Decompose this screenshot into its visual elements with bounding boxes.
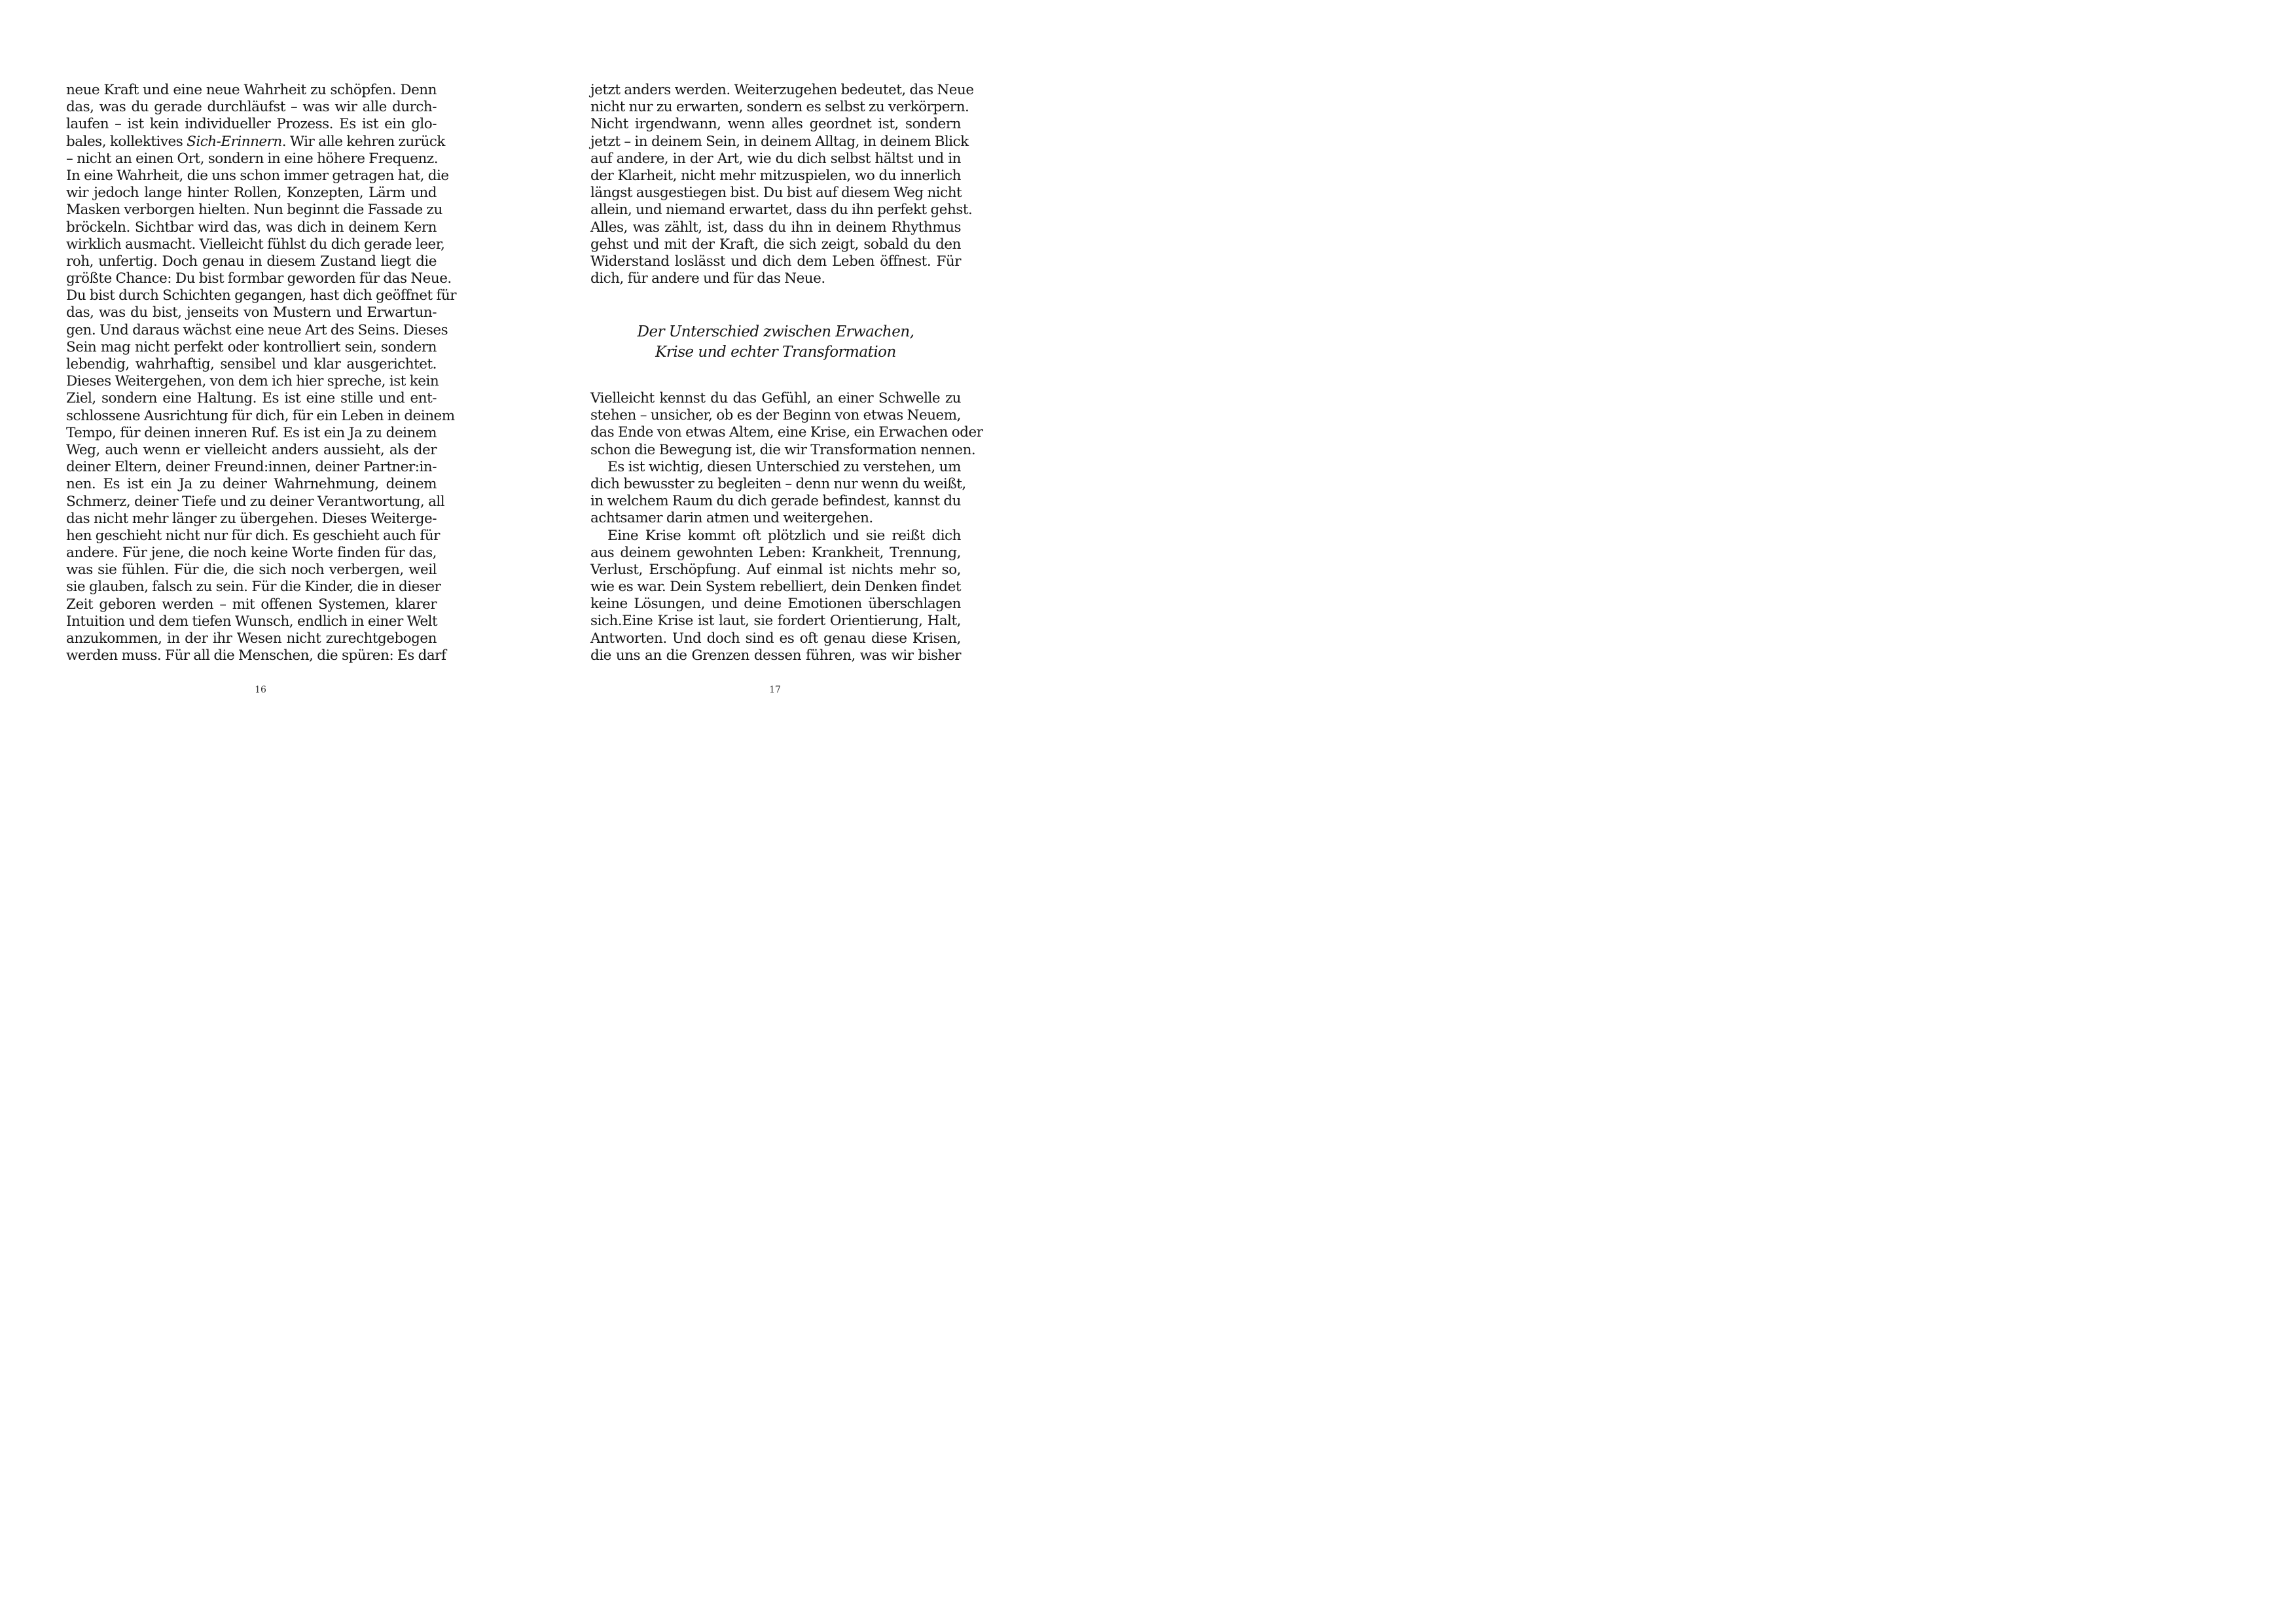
text-line: sich.Eine Krise ist laut, sie fordert Orientierung, Halt, (590, 613, 961, 630)
heading-line: Der Unterschied zwischen Erwachen, (637, 323, 914, 340)
text-line: roh, unfertig. Doch genau in diesem Zustand liegt die (66, 253, 437, 270)
text-line: sie glauben, falsch zu sein. Für die Kinder, die in dieser (66, 579, 441, 596)
text-line: gehst und mit der Kraft, die sich zeigt, sobald du den (590, 236, 961, 253)
text-line: andere. Für jene, die noch keine Worte finden für das, (66, 545, 437, 562)
text-line: das, was du bist, jenseits von Mustern und Erwartun- (66, 304, 437, 321)
text-line: der Klarheit, nicht mehr mitzuspielen, wo du innerlich (590, 167, 961, 184)
text-line: das nicht mehr länger zu übergehen. Dieses Weiterge- (66, 510, 437, 527)
text-line: Ziel, sondern eine Haltung. Es ist eine stille und ent- (66, 390, 437, 407)
section-heading (590, 322, 961, 363)
text-line: in welchem Raum du dich gerade befindest, kannst du (590, 493, 961, 510)
text-line: In eine Wahrheit, die uns schon immer getragen hat, die (66, 167, 449, 184)
text-line: nen. Es ist ein Ja zu deiner Wahrnehmung, deinem (66, 476, 437, 493)
text-line: die uns an die Grenzen dessen führen, was wir bisher (590, 647, 961, 664)
page-number-right: 17 (769, 685, 781, 695)
text-segment: . Wir alle kehren zurück (281, 133, 445, 150)
left-page-body (66, 82, 457, 664)
left-page (0, 0, 513, 728)
text-line: Alles, was zählt, ist, dass du ihn in deinem Rhythmus (590, 219, 961, 236)
text-line: was sie fühlen. Für die, die sich noch verbergen, weil (66, 562, 437, 579)
italic-term: Sich-Erinnern (187, 133, 282, 150)
text-line: hen geschieht nicht nur für dich. Es geschieht auch für (66, 527, 440, 544)
text-line: Dieses Weitergehen, von dem ich hier spreche, ist kein (66, 373, 439, 390)
text-line: keine Lösungen, und deine Emotionen überschlagen (590, 596, 961, 613)
text-line: Sein mag nicht perfekt oder kontrolliert sein, sondern (66, 338, 437, 355)
text-line: schlossene Ausrichtung für dich, für ein Leben in deinem (66, 407, 455, 424)
text-line: Du bist durch Schichten gegangen, hast dich geöffnet für (66, 287, 457, 304)
text-line: neue Kraft und eine neue Wahrheit zu schöpfen. Denn (66, 82, 437, 98)
page-number-left: 16 (255, 685, 266, 695)
right-page-body-top (590, 82, 974, 287)
text-line: anzukommen, in der ihr Wesen nicht zurechtgebogen (66, 630, 437, 647)
text-line: dich bewusster zu begleiten – denn nur wenn du weißt, (590, 475, 966, 492)
right-page (513, 0, 1026, 728)
text-line: wie es war. Dein System rebelliert, dein Denken findet (590, 579, 961, 596)
text-line: dich, für andere und für das Neue. (590, 270, 825, 287)
text-line: Widerstand loslässt und dich dem Leben öffnest. Für (590, 253, 961, 270)
text-line: stehen – unsicher, ob es der Beginn von etwas Neuem, (590, 407, 961, 424)
text-line: werden muss. Für all die Menschen, die spüren: Es darf (66, 647, 446, 664)
text-line: laufen – ist kein individueller Prozess. Es ist ein glo- (66, 116, 437, 133)
text-line: jetzt – in deinem Sein, in deinem Alltag, in deinem Blick (590, 133, 969, 150)
text-line: längst ausgestiegen bist. Du bist auf diesem Weg nicht (590, 185, 962, 202)
text-line: jetzt anders werden. Weiterzugehen bedeutet, das Neue (590, 82, 974, 98)
text-line: achtsamer darin atmen und weitergehen. (590, 510, 873, 527)
text-line: Weg, auch wenn er vielleicht anders aussieht, als der (66, 441, 437, 458)
text-line: das Ende von etwas Altem, eine Krise, ein Erwachen oder (590, 424, 983, 441)
text-line: nicht nur zu erwarten, sondern es selbst zu verkörpern. (590, 99, 969, 116)
right-page-body-bottom (590, 390, 983, 664)
text-line: Vielleicht kennst du das Gefühl, an einer Schwelle zu (590, 390, 961, 406)
text-line: Verlust, Erschöpfung. Auf einmal ist nichts mehr so, (590, 561, 961, 578)
text-line: das, was du gerade durchläufst – was wir alle durch- (66, 99, 437, 116)
text-line: – nicht an einen Ort, sondern in eine höhere Frequenz. (66, 150, 439, 167)
text-line: bröckeln. Sichtbar wird das, was dich in deinem Kern (66, 219, 437, 236)
text-line: aus deinem gewohnten Leben: Krankheit, Trennung, (590, 544, 961, 561)
book-spread (0, 0, 1026, 728)
text-line: allein, und niemand erwartet, dass du ihn perfekt gehst. (590, 202, 973, 219)
text-line: Antworten. Und doch sind es oft genau diese Krisen, (590, 630, 961, 647)
text-line-with-italic (66, 133, 445, 151)
text-line: wirklich ausmacht. Vielleicht fühlst du dich gerade leer, (66, 236, 445, 253)
text-line: Es ist wichtig, diesen Unterschied zu verstehen, um (607, 458, 961, 475)
heading-line: Krise und echter Transformation (655, 344, 896, 361)
text-line: größte Chance: Du bist formbar geworden für das Neue. (66, 270, 452, 287)
text-line: auf andere, in der Art, wie du dich selbst hältst und in (590, 150, 961, 167)
text-line: Tempo, für deinen inneren Ruf. Es ist ein Ja zu deinem (66, 424, 437, 441)
text-line: Schmerz, deiner Tiefe und zu deiner Verantwortung, all (66, 493, 445, 510)
text-line: Eine Krise kommt oft plötzlich und sie reißt dich (607, 527, 961, 544)
text-line: Masken verborgen hielten. Nun beginnt die Fassade zu (66, 202, 442, 219)
text-line: schon die Bewegung ist, die wir Transformation nennen. (590, 441, 976, 458)
text-line: gen. Und daraus wächst eine neue Art des Seins. Dieses (66, 321, 448, 338)
text-line: Nicht irgendwann, wenn alles geordnet ist, sondern (590, 116, 961, 133)
text-line: deiner Eltern, deiner Freund:innen, deiner Partner:in- (66, 459, 437, 476)
text-line: lebendig, wahrhaftig, sensibel und klar ausgerichtet. (66, 356, 437, 372)
text-line: Zeit geboren werden – mit offenen Systemen, klarer (66, 596, 437, 613)
text-line: wir jedoch lange hinter Rollen, Konzepten, Lärm und (66, 185, 437, 202)
text-line: Intuition und dem tiefen Wunsch, endlich in einer Welt (66, 613, 438, 630)
text-segment: bales, kollektives (66, 133, 187, 150)
